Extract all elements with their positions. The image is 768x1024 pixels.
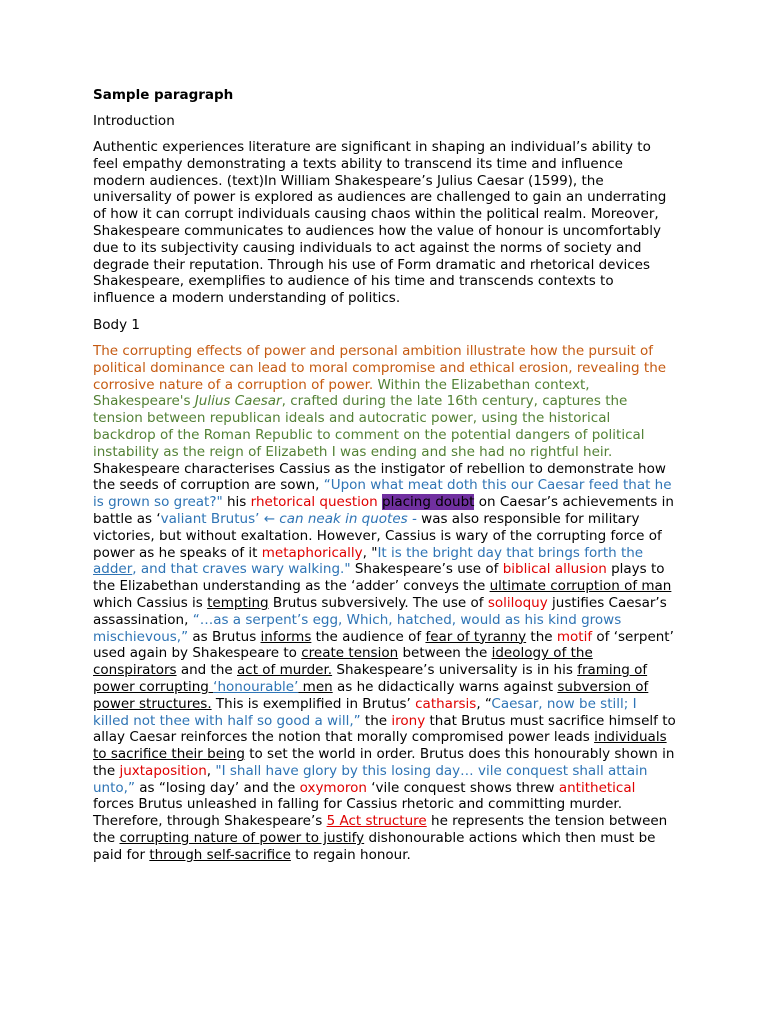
body1-segment: of ‘serpent’ used again by Shakespeare to [93, 628, 674, 662]
body1-segment: Shakespeare characterises Cassius as the instigator of rebellion to demonstrate how the seeds of corruption are sown, [93, 460, 666, 494]
body1-segment: create tension [301, 645, 399, 662]
body1-segment: dishonourable actions which then must be paid for [93, 830, 656, 863]
body1-segment: ‘vile conquest shows threw [366, 779, 559, 796]
body1-segment: corrupting nature of power to justify [119, 830, 365, 847]
body1-segment: “Upon what meat doth this our Caesar feed that he is grown so great?" [93, 477, 672, 511]
body1-segment: subversion of power structures. [93, 678, 649, 712]
body1-segment: men [298, 678, 333, 695]
body1-segment: which Cassius is [93, 594, 208, 611]
body1-segment: justifies Caesar’s assassination, [93, 594, 667, 628]
body1-segment: was also responsible for military victories, but without exaltation. However, Cassius is wary of the corrupting force of power as he speaks of it [93, 510, 662, 561]
body1-segment: as “losing day’ and the [134, 779, 300, 796]
body1-segment: ultimate corruption of man [489, 578, 672, 595]
body1-segment: that Brutus must sacrifice himself to allay Caesar reinforces the notion that morally compromised power leads [93, 712, 676, 746]
body1-segment: Julius Caesar [194, 393, 282, 410]
body1-segment: Brutus subversively. The use of [268, 594, 488, 611]
body1-segment: valiant Brutus’ [160, 510, 264, 527]
body1-segment: adder [93, 561, 133, 578]
body1-segment: , and that craves wary walking." [132, 561, 351, 578]
body1-segment: framing of power corrupting [93, 662, 648, 695]
body1-segment: Within the Elizabethan context, Shakespeare's [93, 376, 590, 410]
body1-segment: ‘honourable’ [213, 678, 299, 695]
body1-segment: to set the world in order. Brutus does this honourably shown in the [93, 746, 675, 779]
body1-segment: ← can neak in quotes - [263, 510, 417, 527]
body1-segment: antithetical [558, 779, 636, 796]
body1-segment: Shakespeare’s use of [350, 561, 503, 578]
body1-segment: the audience of [311, 628, 426, 645]
body1-segment: individuals to sacrifice their being [93, 729, 667, 763]
body1-segment: plays to the Elizabethan understanding as the ‘adder’ conveys the [93, 561, 665, 595]
body1-segment: soliloquy [487, 594, 548, 611]
body1-segment: This is exemplified in Brutus’ [211, 695, 416, 712]
body1-segment: between the [398, 645, 492, 662]
body1-segment: fear of tyranny [425, 628, 527, 645]
body1-heading: Body 1 [93, 316, 140, 333]
body1-segment: motif [556, 628, 593, 645]
body1-segment: as Brutus [188, 628, 261, 645]
body1-segment: and the [176, 662, 237, 679]
body1-segment: through self-sacrifice [149, 846, 291, 863]
body1-segment: tempting [207, 594, 269, 611]
body1-segment: forces Brutus unleashed in falling for Cassius rhetoric and committing murder. Therefore, through Shakespeare’s [93, 796, 623, 830]
body1-segment: as he didactically warns against [332, 678, 558, 695]
body1-segment: 5 Act structure [326, 813, 427, 830]
body1-segment: the [360, 712, 392, 729]
body1-segment: oxymoron [299, 779, 367, 796]
document-title: Sample paragraph [93, 87, 234, 103]
body1-segment: juxtaposition [119, 762, 207, 779]
introduction-heading: Introduction [93, 113, 175, 129]
body1-segment: Shakespeare’s universality is in his [332, 662, 578, 679]
body1-segment: the [526, 628, 557, 645]
body1-segment: informs [260, 628, 312, 645]
body1-segment: , " [362, 544, 378, 561]
introduction-paragraph: Authentic experiences literature are significant in shaping an individual’s ability to feel empathy demonstrating a texts ability to transcend its time and influence modern audiences. (text)In William Shakespeare’s Julius Caesar (1599), the universality of power is explored as audiences are challenged to gain an underrating of how it can corrupt individuals causing chaos within the political realm. Moreover, Shakespeare communicates to audiences how the value of honour is uncomfortably due to its subjectivity causing individuals to act against the norms of society and degrade their reputation. Through his use of Form dramatic and rhetorical devices Shakespeare, exemplifies to audience of his time and transcends contexts to influence a modern understanding of politics. [93, 139, 667, 307]
body1-segment: his [222, 494, 251, 511]
body1-segment: catharsis [415, 695, 477, 712]
body1-segment: , [206, 762, 216, 779]
body1-segment: placing doubt [382, 494, 475, 511]
body1-paragraph [93, 343, 676, 864]
body1-segment: It is the bright day that brings forth the [377, 544, 644, 561]
body1-segment: act of murder. [237, 662, 333, 679]
body1-segment: "I shall have glory by this losing day… vile conquest shall attain unto,” [93, 762, 648, 796]
body1-segment: biblical allusion [502, 561, 607, 578]
body1-segment: , crafted during the late 16th century, captures the tension between republican ideals and autocratic power, using the historical backdrop of the Roman Republic to comment on the potential dangers of political instability as the reign of Elizabeth I was ending and she had no rightful heir. [93, 393, 645, 460]
body1-segment: metaphorically [261, 544, 363, 561]
body1-segment: irony [391, 712, 426, 729]
body1-segment: “…as a serpent’s egg, Which, hatched, would as his kind grows mischievous,” [93, 611, 622, 645]
body1-segment: , “ [476, 695, 492, 712]
body1-segment: rhetorical question [250, 494, 378, 511]
body1-segment: Caesar, now be still; I killed not thee with half so good a will,” [93, 695, 637, 729]
body1-segment: ideology of the conspirators [93, 645, 593, 679]
body1-segment: to regain honour. [290, 846, 411, 863]
body1-segment: The corrupting effects of power and personal ambition illustrate how the pursuit of political dominance can lead to moral compromise and ethical erosion, revealing the corrosive nature of a corruption of power. [93, 342, 667, 393]
body1-segment: on Caesar’s achievements in battle as ‘ [93, 494, 674, 527]
body1-segment: he represents the tension between the [93, 813, 668, 847]
